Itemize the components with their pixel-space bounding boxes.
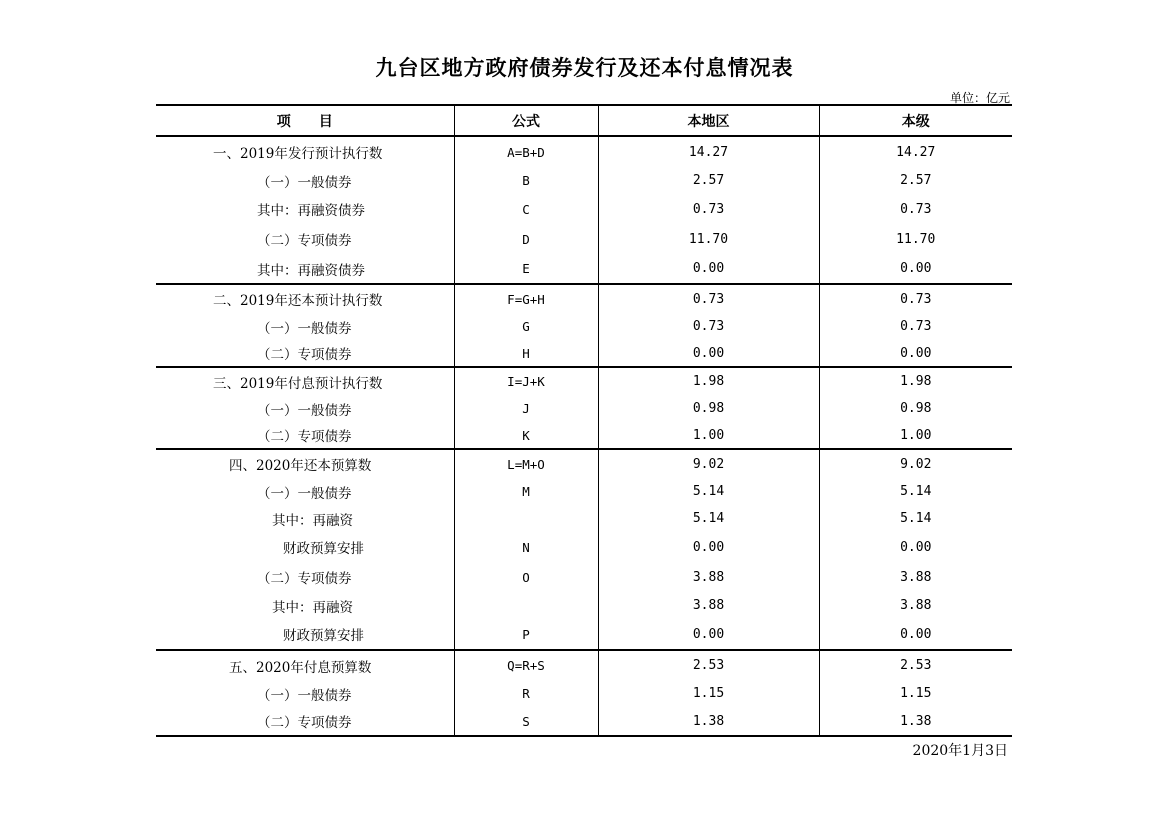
formula-cell: I=J+K: [454, 367, 598, 395]
item-cell: （一）一般债券: [257, 320, 352, 337]
local-cell: 5.14: [598, 505, 819, 532]
level-cell: 11.70: [819, 224, 1012, 254]
level-cell: 2.57: [819, 167, 1012, 194]
local-cell: 9.02: [598, 449, 819, 478]
level-cell: 0.73: [819, 284, 1012, 313]
local-cell: 5.14: [598, 478, 819, 505]
table-row: [156, 478, 1012, 505]
item-cell: （二）专项债券: [156, 422, 454, 449]
level-cell: 0.73: [819, 194, 1012, 224]
local-cell: 14.27: [598, 136, 819, 167]
local-cell: 3.88: [598, 562, 819, 592]
formula-cell: F=G+H: [454, 284, 598, 313]
level-cell: 5.14: [819, 505, 1012, 532]
local-cell: 1.00: [598, 422, 819, 449]
column-header-item: 项 目: [156, 105, 454, 136]
table-row: [156, 224, 1012, 254]
table-row: [156, 592, 1012, 619]
local-cell: 0.00: [598, 532, 819, 562]
level-cell: 0.98: [819, 395, 1012, 422]
formula-cell: A=B+D: [454, 136, 598, 167]
formula-cell: R: [454, 680, 598, 707]
formula-cell: K: [454, 422, 598, 449]
item-cell: 二、2019年还本预计执行数: [213, 293, 383, 309]
table-row: [156, 340, 1012, 367]
formula-cell: S: [454, 707, 598, 736]
table-row: [156, 313, 1012, 340]
level-cell: 1.38: [819, 707, 1012, 736]
level-cell: 1.98: [819, 367, 1012, 395]
item-cell: （一）一般债券: [257, 485, 352, 502]
table-row: [156, 422, 1012, 449]
level-cell: 5.14: [819, 478, 1012, 505]
local-cell: 3.88: [598, 592, 819, 619]
local-cell: 0.00: [598, 254, 819, 284]
level-cell: 1.15: [819, 680, 1012, 707]
local-cell: 0.73: [598, 194, 819, 224]
item-cell: 其中：再融资: [272, 512, 353, 529]
report-date: 2020年1月3日: [912, 743, 1008, 759]
item-cell: 四、2020年还本预算数: [229, 458, 372, 474]
item-cell: 财政预算安排: [283, 541, 364, 557]
item-cell: 其中：再融资: [272, 599, 353, 616]
formula-cell: J: [454, 395, 598, 422]
table-row: [156, 194, 1012, 224]
formula-cell: C: [454, 194, 598, 224]
level-cell: 9.02: [819, 449, 1012, 478]
local-cell: 0.00: [598, 619, 819, 650]
debt-table: [156, 104, 1012, 737]
item-cell: 五、2020年付息预算数: [229, 659, 372, 676]
item-cell: （二）专项债券: [257, 571, 352, 587]
column-header-level: 本级: [819, 105, 1012, 136]
local-cell: 11.70: [598, 224, 819, 254]
unit-label: 单位：亿元: [949, 91, 1010, 105]
level-cell: 1.00: [819, 422, 1012, 449]
level-cell: 0.00: [819, 254, 1012, 284]
table-row: [156, 284, 1012, 313]
column-header-formula: 公式: [454, 105, 598, 136]
level-cell: 0.73: [819, 313, 1012, 340]
table-row: [156, 136, 1012, 167]
level-cell: 0.00: [819, 340, 1012, 367]
item-cell: 一、2019年发行预计执行数: [213, 146, 383, 162]
table-row: [156, 367, 1012, 395]
formula-cell: N: [454, 532, 598, 562]
table-row: [156, 395, 1012, 422]
item-cell: （二）专项债券: [156, 340, 454, 367]
table-row: [156, 650, 1012, 680]
formula-cell: Q=R+S: [454, 650, 598, 680]
formula-cell: P: [454, 619, 598, 650]
level-cell: 2.53: [819, 650, 1012, 680]
table-row: [156, 167, 1012, 194]
table-row: [156, 532, 1012, 562]
formula-cell: O: [454, 562, 598, 592]
item-cell: 其中：再融资债券: [257, 203, 365, 219]
formula-cell: B: [454, 167, 598, 194]
formula-cell: H: [454, 340, 598, 367]
formula-cell: L=M+O: [454, 449, 598, 478]
item-cell: （一）一般债券: [257, 402, 352, 419]
item-cell: 三、2019年付息预计执行数: [213, 375, 383, 392]
item-cell: 其中：再融资债券: [156, 254, 454, 284]
table-row: [156, 680, 1012, 707]
formula-cell: [454, 505, 598, 532]
item-cell: （二）专项债券: [156, 707, 454, 736]
level-cell: 3.88: [819, 592, 1012, 619]
table-header-row: [156, 105, 1012, 136]
table-row: [156, 505, 1012, 532]
table-row: [156, 449, 1012, 478]
table-row: [156, 707, 1012, 736]
table-row: [156, 619, 1012, 650]
local-cell: 1.38: [598, 707, 819, 736]
column-header-local: 本地区: [598, 105, 819, 136]
item-cell: （一）一般债券: [257, 174, 352, 191]
local-cell: 0.00: [598, 340, 819, 367]
item-cell: （一）一般债券: [257, 687, 352, 704]
formula-cell: D: [454, 224, 598, 254]
item-cell: （二）专项债券: [257, 233, 352, 249]
level-cell: 14.27: [819, 136, 1012, 167]
level-cell: 3.88: [819, 562, 1012, 592]
table-row: [156, 254, 1012, 284]
local-cell: 1.98: [598, 367, 819, 395]
level-cell: 0.00: [819, 619, 1012, 650]
page-title: 九台区地方政府债券发行及还本付息情况表: [375, 56, 794, 80]
formula-cell: E: [454, 254, 598, 284]
level-cell: 0.00: [819, 532, 1012, 562]
formula-cell: [454, 592, 598, 619]
table-row: [156, 562, 1012, 592]
local-cell: 2.57: [598, 167, 819, 194]
local-cell: 1.15: [598, 680, 819, 707]
local-cell: 0.73: [598, 313, 819, 340]
local-cell: 2.53: [598, 650, 819, 680]
local-cell: 0.73: [598, 284, 819, 313]
formula-cell: M: [454, 478, 598, 505]
item-cell: 财政预算安排: [156, 619, 454, 650]
local-cell: 0.98: [598, 395, 819, 422]
formula-cell: G: [454, 313, 598, 340]
